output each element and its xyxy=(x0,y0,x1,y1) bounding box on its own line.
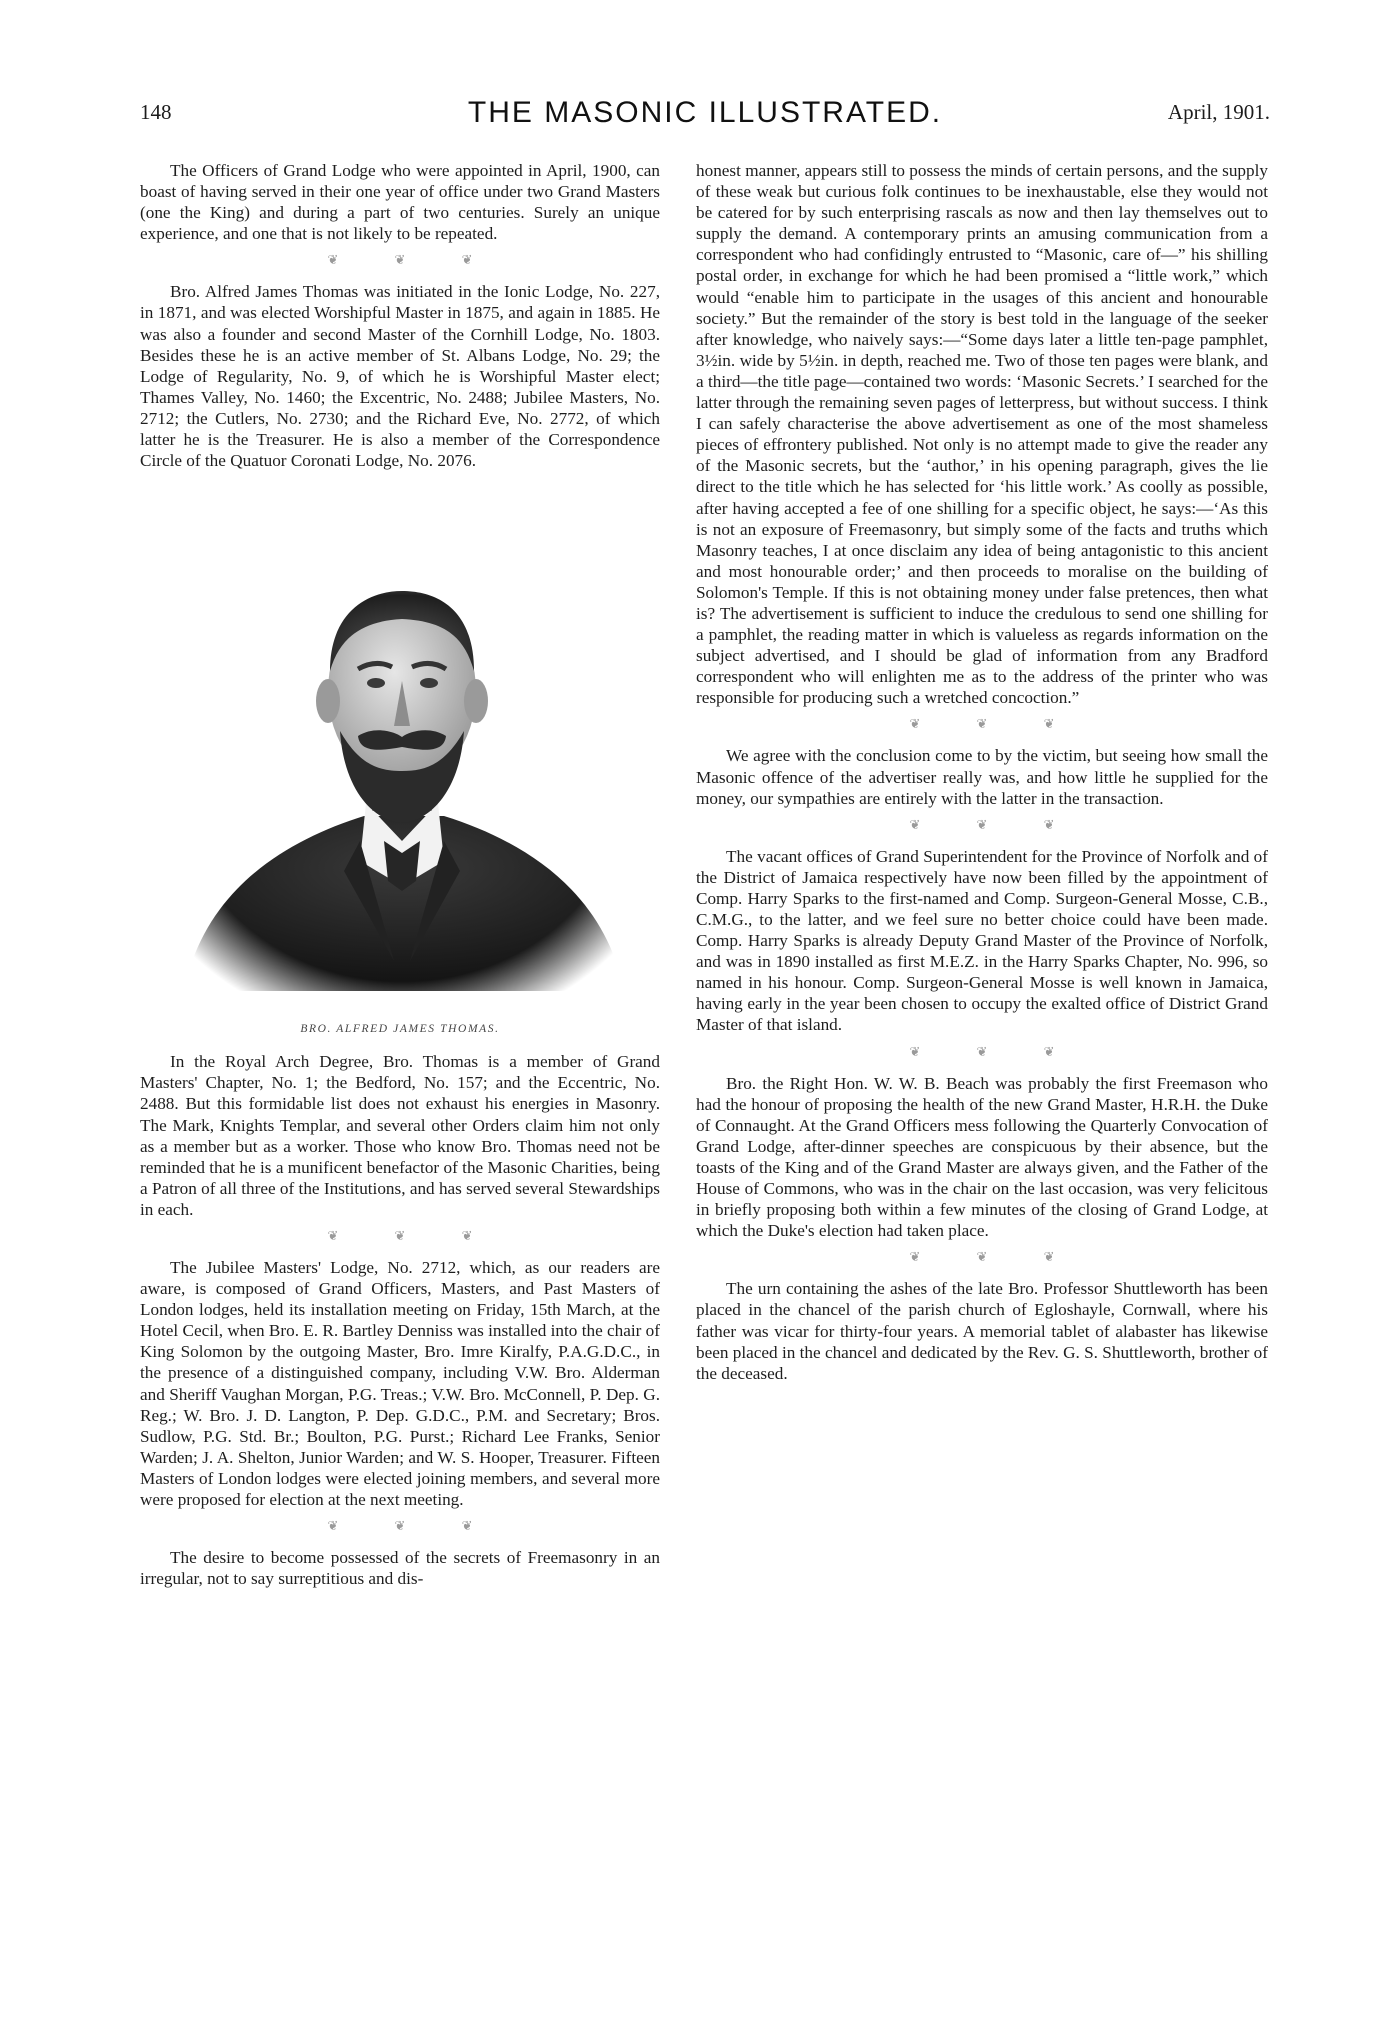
fleuron-icon: ❦ ❦ ❦ xyxy=(909,1044,1081,1060)
fleuron-icon: ❦ ❦ ❦ xyxy=(909,717,1081,733)
fleuron-icon: ❦ ❦ ❦ xyxy=(327,1228,499,1244)
paragraph-beach: Bro. the Right Hon. W. W. B. Beach was probably the first Freemason who had the honour of proposing the health of the new Grand Master, H.R.H. the Duke of Connaught. At the Grand Officers mess following the Quarterly Convocation of Grand Lodge, after-dinner speeches are conspicuous by their absence, but the toasts of the King and of the Grand Master are always given, and the Father of the House of Commons, who was in the chair on the last occasion, was very felicitous in briefly proposing both within a few minutes of the closing of Grand Lodge, at which the Duke's election had taken place. xyxy=(696,1073,1268,1241)
paragraph-secrets-start: The desire to become possessed of the secrets of Freemasonry in an irregular, not to say surreptitious and dis- xyxy=(140,1548,660,1589)
fleuron-icon: ❦ ❦ ❦ xyxy=(327,1519,499,1535)
fleuron-icon: ❦ ❦ ❦ xyxy=(327,253,499,269)
portrait-engraving xyxy=(144,541,660,991)
paragraph-grand-superintendent: The vacant offices of Grand Superintendent for the Province of Norfolk and of the District of Jamaica respectively have now been filled by the appointment of Comp. Harry Sparks to the first-named and Comp. Surgeon-General Mosse, C.B., C.M.G., to the latter, and we feel sure no better choice could have been made. Comp. Harry Sparks is already Deputy Grand Master of the Province of Norfolk, and was in 1890 installed as first M.E.Z. in the Harry Sparks Chapter, No. 996, so named in his honour. Comp. Surgeon-General Mosse is well known in Jamaica, having early in the year been chosen to occupy the exalted office of District Grand Master of that island. xyxy=(696,846,1268,1035)
paragraph-secrets-continued: honest manner, appears still to possess the minds of certain persons, and the supply of these weak but curious folk continues to be inexhaustable, else they would not be catered for by such enterprising rascals as now and then lay themselves out to supply the demand. A contemporary prints an amusing communication from a correspondent who had confidingly entrusted to “Masonic, care of—” his shilling postal order, in exchange for which he had been promised a “little work,” which would “enable him to participate in the usages of this ancient and honourable society.” But the remainder of the story is best told in the language of the seeker after knowledge, who naively says:—“Some days later a little ten-page pamphlet, 3½in. wide by 5½in. in depth, reached me. Two of those ten pages were blank, and a third—the title page—contained two words: ‘Masonic Secrets.’ I searched for the latter through the remaining seven pages of letterpress, but without success. I think I can safely characterise the above advertisement as one of the most shameless pieces of effrontery published. Not only is no attempt made to give the reader any of the Masonic secrets, but the ‘author,’ in his opening paragraph, gives the lie direct to the title which he has selected for ‘his little work.’ As coolly as possible, after having accepted a fee of one shilling for a specific object, he says:—‘As this is not an exposure of Freemasonry, but simply some of the facts and truths which Masonry teaches, I at once disclaim any idea of being antagonistic to this ancient and most honourable order;’ and then proceeds to moralise on the building of Solomon's Temple. If this is not obtaining money under false pretences, then what is? The advertisement is sufficient to induce the credulous to send one shilling for a pamphlet, the reading matter in which is valueless as regards information on the subject advertised, and I should be glad of information from any Bradford correspondent who will enlighten me as to the address of the printer who was responsible for producing such a wretched concoction.” xyxy=(696,161,1268,708)
paragraph-thomas-bio: Bro. Alfred James Thomas was initiated in the Ionic Lodge, No. 227, in 1871, and was elected Worshipful Master in 1875, and again in 1885. He was also a founder and second Master of the Cornhill Lodge, No. 1803. Besides these he is an active member of St. Albans Lodge, No. 29; the Lodge of Regularity, No. 9, of which he is Worshipful Master elect; Thames Valley, No. 1460; the Excentric, No. 2488; Jubilee Masters, No. 2712; the Cutlers, No. 2730; and the Richard Eve, No. 2772, of which latter he is the Treasurer. He is also a member of the Correspondence Circle of the Quatuor Coronati Lodge, No. 2076. xyxy=(140,282,660,471)
paragraph-shuttleworth: The urn containing the ashes of the late Bro. Professor Shuttleworth has been placed in the chancel of the parish church of Egloshayle, Cornwall, where his father was vicar for thirty-four years. A memorial tablet of alabaster has likewise been placed in the chancel and dedicated by the Rev. G. S. Shuttleworth, brother of the deceased. xyxy=(696,1279,1268,1383)
fleuron-icon: ❦ ❦ ❦ xyxy=(909,1250,1081,1266)
portrait-caption: BRO. ALFRED JAMES THOMAS. xyxy=(300,1023,500,1036)
paragraph-conclusion: We agree with the conclusion come to by the victim, but seeing how small the Masonic offence of the advertiser really was, and how little he supplied for the money, our sympathies are entirely with the latter in the transaction. xyxy=(696,746,1268,808)
paragraph-royal-arch: In the Royal Arch Degree, Bro. Thomas is a member of Grand Masters' Chapter, No. 1; the Bedford, No. 157; and the Eccentric, No. 2488. But this formidable list does not exhaust his energies in Masonry. The Mark, Knights Templar, and several other Orders claim him not only as a member but as a worker. Those who know Bro. Thomas need not be reminded that he is a munificent benefactor of the Masonic Charities, being a Patron of all three of the Institutions, and has served several Stewardships in each. xyxy=(140,1052,660,1219)
right-column xyxy=(696,160,1268,1384)
page-header xyxy=(140,96,1270,136)
portrait-figure xyxy=(140,541,660,1011)
issue-date: April, 1901. xyxy=(1167,100,1270,124)
paragraph-officers: The Officers of Grand Lodge who were appointed in April, 1900, can boast of having served in their one year of office under two Grand Masters (one the King) and during a part of two centuries. Surely an unique experience, and one that is not likely to be repeated. xyxy=(140,161,660,244)
page-number: 148 xyxy=(140,100,172,124)
fleuron-icon: ❦ ❦ ❦ xyxy=(909,817,1081,833)
paragraph-jubilee-masters: The Jubilee Masters' Lodge, No. 2712, which, as our readers are aware, is composed of Grand Officers, Masters, and Past Masters of London lodges, held its installation meeting on Friday, 15th March, at the Hotel Cecil, when Bro. E. R. Bartley Denniss was installed into the chair of King Solomon by the outgoing Master, Bro. Imre Kiralfy, P.A.G.D.C., in the presence of a distinguished company, including V.W. Bro. Alderman and Sheriff Vaughan Morgan, P.G. Treas.; V.W. Bro. McConnell, P. Dep. G. Reg.; W. Bro. J. D. Langton, P. Dep. G.D.C., P.M. and Secretary; Bros. Sudlow, P.G. Std. Br.; Boulton, P.G. Purst.; Richard Lee Franks, Senior Warden; J. A. Shelton, Junior Warden; and W. S. Hooper, Treasurer. Fifteen Masters of London lodges were elected joining members, and several more were proposed for election at the next meeting. xyxy=(140,1257,660,1509)
magazine-title: THE MASONIC ILLUSTRATED. xyxy=(467,96,943,129)
left-column xyxy=(140,160,660,1589)
